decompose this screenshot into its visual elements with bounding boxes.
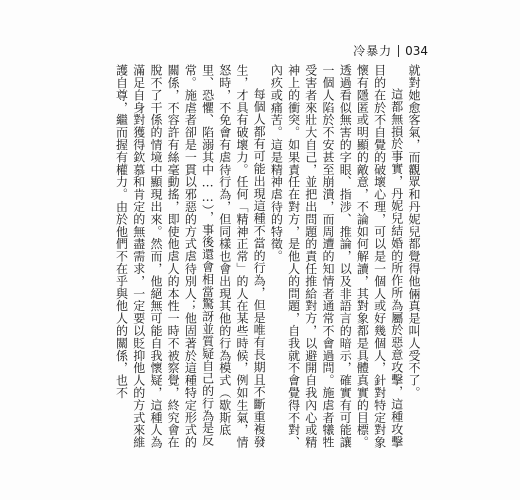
paragraph-3: 每個人都有可能出現這種不當的行為，但是唯有長期且不斷重複發生，才具有破壞力。任何「精神正常」的人在某些時候，例如生氣，情怒時，不免會有虐待行為，但同樣也會出現其他的行為模式（歇斯底里、恐懼、陷溺其中……），事後還會相當驚訝並質疑自己的行為是反常。施虐者卻是一貫以邪惡的方式虐待別人；他固著於這種特定形式的關係，不容許有絲毫動搖，即使他虐人的本性一時不被察覺，終究會在脫不了干係的情境中顯現出來。然而，他絕無可能自我懷疑，這種人為滿足自身對獲得欽慕和肯定的無盡需求，一定要以貶抑他人的方式來維護自尊，繼而握有權力。由於他們不在乎與他人的關係，也不 [114, 64, 267, 449]
paragraph-1: 就對她愈客氣，而觀眾和丹妮兒都覺得他倆真是叫人受不了。 [407, 64, 421, 399]
page-number: 034 [405, 43, 428, 58]
header-divider [398, 45, 399, 57]
body-text [76, 64, 422, 450]
running-header [353, 42, 428, 59]
paragraph-2: 這都無損於事實，丹妮兒結婚的所作所為屬於惡意攻擊，這種攻擊目的在於不自覺的破壞心理，可以是一個人或好幾個人，針對特定對象懷有隱匿或明顯的敵意，不論如何解讀，其對象都是具體真實的目標。透過看似無害的字眼、指涉、推論，以及非語言的暗示，確實有可能讓一個人陷於不安甚至崩潰，而周遭的知情者通常不會過問。施虐者犧牲受害者來壯大自己，並把出問題的責任推給對方，以避開自我內心或精神上的衝突。如果責任在對方，是他人的問題，自我就不會覺得不對、內疚或痛苦。這是精神虐待的特徵。 [269, 64, 404, 449]
chapter-title: 冷暴力 [353, 44, 393, 58]
